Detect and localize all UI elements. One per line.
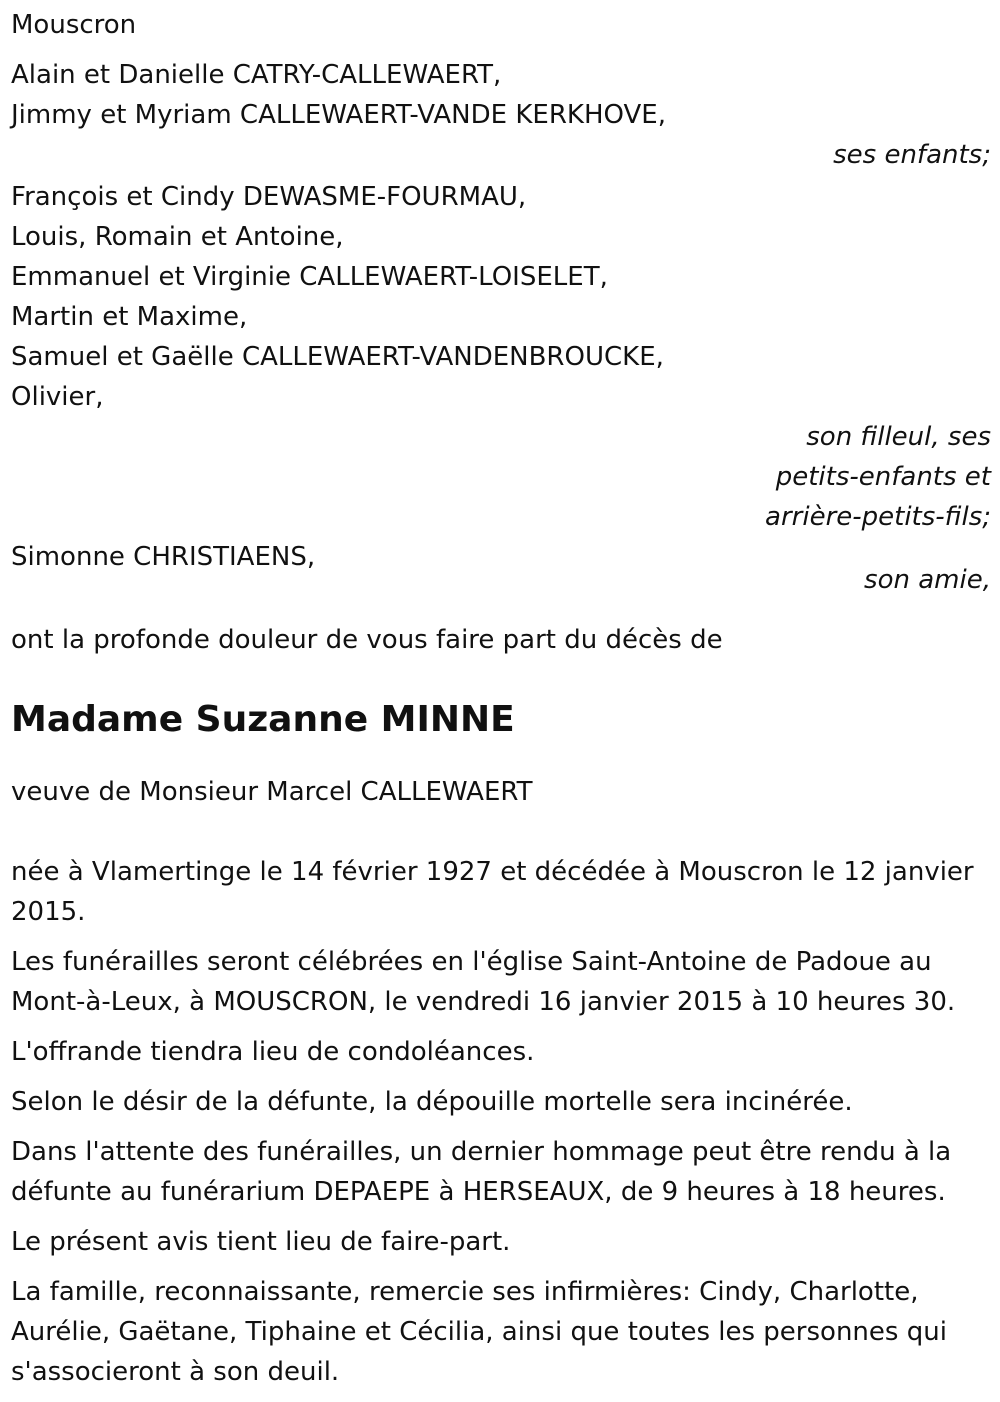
- children-block: [11, 55, 991, 175]
- family-line: Simonne CHRISTIAENS,: [11, 542, 316, 572]
- grandchildren-block: [11, 177, 991, 537]
- paragraph-condolences: L'offrande tiendra lieu de condoléances.: [11, 1037, 535, 1067]
- paragraph-funeral: Les funérailles seront célébrées en l'église Saint-Antoine de Padoue au Mont-à-Leux, à MOUSCRON, le vendredi 16 janvier 2015 à 10 heures 30.: [11, 947, 956, 1017]
- relation-label: ses enfants;: [833, 140, 991, 170]
- paragraph-cremation: Selon le désir de la défunte, la dépouille mortelle sera incinérée.: [11, 1087, 853, 1117]
- family-line: Olivier,: [11, 382, 104, 412]
- paragraph-thanks: La famille, reconnaissante, remercie ses infirmières: Cindy, Charlotte, Aurélie, Gaëtane, Tiphaine et Cécilia, ainsi que toutes les personnes qui s'associeront à son deuil.: [11, 1277, 947, 1387]
- friend-block: [11, 537, 991, 600]
- family-line: Jimmy et Myriam CALLEWAERT-VANDE KERKHOVE,: [11, 100, 666, 130]
- announcement-text: ont la profonde douleur de vous faire part du décès de: [11, 625, 723, 655]
- family-line: Emmanuel et Virginie CALLEWAERT-LOISELET,: [11, 262, 608, 292]
- deceased-name: Madame Suzanne MINNE: [11, 699, 515, 740]
- family-line: Alain et Danielle CATRY-CALLEWAERT,: [11, 60, 502, 90]
- family-line: François et Cindy DEWASME-FOURMAU,: [11, 182, 527, 212]
- relation-label: petits-enfants et: [775, 462, 991, 492]
- spacer: [11, 600, 991, 620]
- family-line: Louis, Romain et Antoine,: [11, 222, 344, 252]
- spacer: [11, 45, 991, 55]
- family-line: Martin et Maxime,: [11, 302, 248, 332]
- relation-label: son filleul, ses: [806, 422, 991, 452]
- paragraph-faire-part: Le présent avis tient lieu de faire-part.: [11, 1227, 511, 1257]
- city-heading: Mouscron: [11, 10, 137, 40]
- relation-label: son amie,: [864, 565, 991, 595]
- family-line: Samuel et Gaëlle CALLEWAERT-VANDENBROUCKE,: [11, 342, 664, 372]
- obituary-notice: [11, 5, 991, 1402]
- widow-of-text: veuve de Monsieur Marcel CALLEWAERT: [11, 777, 533, 807]
- details-block: [11, 852, 991, 1392]
- relation-label: arrière-petits-fils;: [765, 502, 991, 532]
- paragraph-homage: Dans l'attente des funérailles, un dernier hommage peut être rendu à la défunte au funérarium DEPAEPE à HERSEAUX, de 9 heures à 18 heures.: [11, 1137, 952, 1207]
- spacer: [11, 812, 991, 852]
- paragraph-birth-death: née à Vlamertinge le 14 février 1927 et décédée à Mouscron le 12 janvier 2015.: [11, 857, 974, 927]
